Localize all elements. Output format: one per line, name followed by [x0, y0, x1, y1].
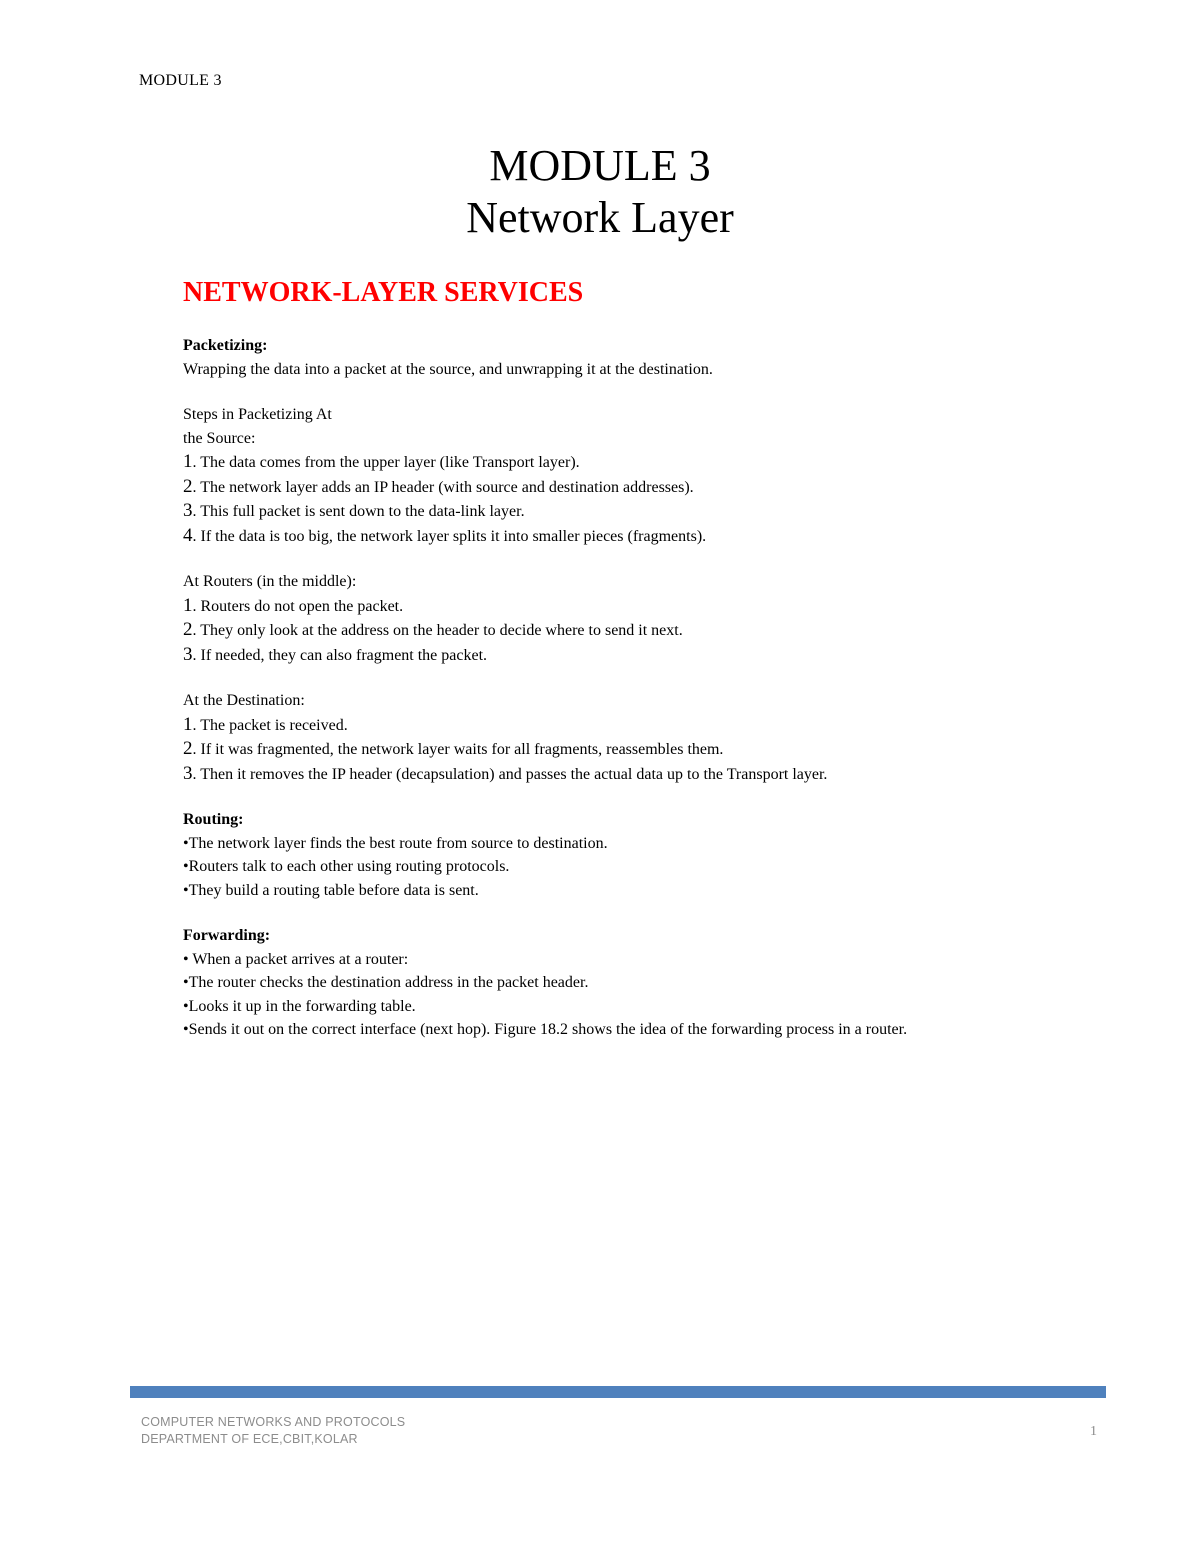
list-item: •The network layer finds the best route from source to destination. [183, 834, 608, 852]
forwarding-heading: Forwarding: [183, 927, 271, 944]
list-item: 4. If the data is too big, the network layer splits it into smaller pieces (fragments). [183, 524, 707, 546]
source-steps-block [183, 403, 1023, 548]
list-item: 3. If needed, they can also fragment the packet. [183, 643, 488, 665]
module-subtitle: Network Layer [466, 193, 734, 242]
router-steps-block [183, 570, 1023, 667]
list-item: •They build a routing table before data is sent. [183, 881, 479, 899]
list-item: 1. Routers do not open the packet. [183, 594, 404, 616]
footer-department: DEPARTMENT OF ECE,CBIT,KOLAR [141, 1432, 358, 1446]
footer-info [141, 1414, 405, 1448]
routing-block [183, 808, 1023, 902]
list-item: 1. The packet is received. [183, 713, 348, 735]
routing-heading: Routing: [183, 811, 244, 828]
list-item: 2. The network layer adds an IP header (with source and destination addresses). [183, 475, 694, 497]
destination-heading: At the Destination: [183, 692, 305, 709]
packetizing-block [183, 334, 1023, 381]
list-item: •Routers talk to each other using routing protocols. [183, 858, 510, 875]
list-item: 2. If it was fragmented, the network layer waits for all fragments, reassembles them. [183, 738, 724, 759]
steps-intro-line-2: the Source: [183, 429, 256, 447]
document-body [183, 276, 1023, 1064]
routers-heading: At Routers (in the middle): [183, 573, 357, 590]
footer-divider-bar [130, 1386, 1106, 1398]
title-block [0, 140, 1200, 244]
list-item: 3. Then it removes the IP header (decapsulation) and passes the actual data up to the Transport layer. [183, 762, 828, 784]
page-number: 1 [1090, 1424, 1097, 1439]
forwarding-block [183, 924, 1023, 1042]
list-item: • When a packet arrives at a router: [183, 950, 409, 968]
list-item: •Sends it out on the correct interface (next hop). Figure 18.2 shows the idea of the forwarding process in a router. [183, 1021, 908, 1038]
section-heading: NETWORK-LAYER SERVICES [183, 277, 584, 308]
footer-course: COMPUTER NETWORKS AND PROTOCOLS [141, 1415, 406, 1429]
steps-intro-line-1: Steps in Packetizing At [183, 406, 332, 423]
list-item: 3. This full packet is sent down to the data-link layer. [183, 500, 525, 521]
destination-steps-block [183, 689, 1023, 786]
packetizing-description: Wrapping the data into a packet at the source, and unwrapping it at the destination. [183, 360, 713, 378]
list-item: •Looks it up in the forwarding table. [183, 997, 416, 1015]
list-item: 1. The data comes from the upper layer (like Transport layer). [183, 451, 580, 472]
list-item: •The router checks the destination address in the packet header. [183, 974, 589, 991]
list-item: 2. They only look at the address on the header to decide where to send it next. [183, 619, 683, 640]
module-title: MODULE 3 [489, 141, 711, 190]
running-header: MODULE 3 [139, 72, 222, 89]
packetizing-heading: Packetizing: [183, 337, 268, 354]
